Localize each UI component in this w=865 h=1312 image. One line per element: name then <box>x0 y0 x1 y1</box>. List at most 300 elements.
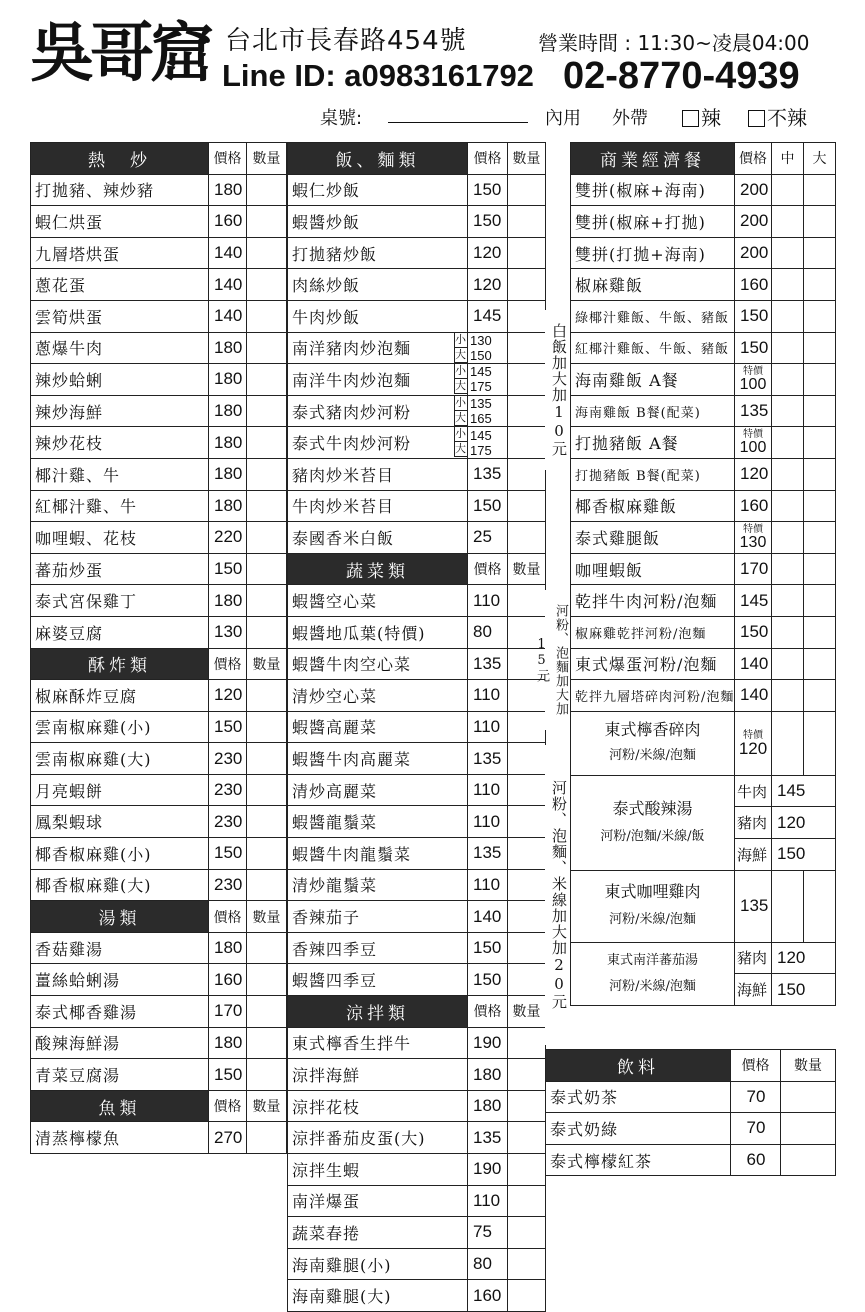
qty-cell[interactable] <box>508 458 546 490</box>
qty-cell[interactable] <box>247 364 287 396</box>
price-header: 價格 <box>209 1090 247 1122</box>
qty-cell[interactable] <box>508 1027 546 1059</box>
menu-item-row[interactable] <box>31 206 287 238</box>
item-name: 辣炒海鮮 <box>31 395 209 427</box>
menu-item-row[interactable] <box>288 1059 546 1091</box>
item-name <box>288 332 468 364</box>
menu-item-row[interactable] <box>31 269 287 301</box>
menu-item-row[interactable] <box>288 332 546 364</box>
item-price: 200 <box>735 174 772 206</box>
menu-item-row[interactable] <box>571 395 836 427</box>
qty-cell[interactable] <box>247 1027 287 1059</box>
qty-cell[interactable] <box>508 300 546 332</box>
qty-cell[interactable] <box>804 174 836 206</box>
qty-cell[interactable] <box>247 932 287 964</box>
menu-item-row[interactable] <box>31 522 287 554</box>
section-title: 涼拌類 <box>288 996 468 1028</box>
qty-cell[interactable] <box>772 300 804 332</box>
menu-item-row[interactable] <box>288 743 546 775</box>
qty-cell[interactable] <box>508 364 546 396</box>
qty-cell[interactable] <box>772 490 804 522</box>
item-price: 150 <box>468 932 508 964</box>
price-header: 價格 <box>731 1050 781 1082</box>
item-price: 180 <box>468 1090 508 1122</box>
price-header: 價格 <box>209 901 247 933</box>
qty-cell[interactable] <box>247 680 287 712</box>
menu-item-row[interactable] <box>288 964 546 996</box>
item-price: 135 <box>468 838 508 870</box>
menu-item-row[interactable] <box>31 1027 287 1059</box>
qty-cell[interactable] <box>508 206 546 238</box>
qty-cell[interactable] <box>247 1122 287 1154</box>
qty-cell[interactable] <box>247 300 287 332</box>
qty-header: 數量 <box>508 996 546 1028</box>
qty-cell[interactable] <box>804 427 836 459</box>
menu-item-row[interactable] <box>571 237 836 269</box>
section-header <box>288 996 546 1028</box>
menu-item-row[interactable] <box>31 932 287 964</box>
qty-cell[interactable] <box>508 522 546 554</box>
item-price: 140 <box>735 648 772 680</box>
size-labels <box>454 364 467 394</box>
menu-item-row[interactable] <box>288 1185 546 1217</box>
qty-cell[interactable] <box>247 838 287 870</box>
dish-options: 河粉/米線/泡麵 <box>609 912 696 928</box>
item-price: 135 <box>468 458 508 490</box>
menu-item-row[interactable] <box>546 1144 836 1176</box>
qty-cell[interactable] <box>508 174 546 206</box>
item-price: 180 <box>209 490 247 522</box>
item-price: 230 <box>209 774 247 806</box>
menu-item-row[interactable] <box>31 1122 287 1154</box>
qty-cell[interactable] <box>508 680 546 712</box>
qty-cell[interactable] <box>781 1113 836 1145</box>
item-name: 青菜豆腐湯 <box>31 1059 209 1091</box>
qty-cell[interactable] <box>772 427 804 459</box>
menu-item-row[interactable] <box>31 490 287 522</box>
qty-cell[interactable] <box>247 206 287 238</box>
item-price: 160 <box>735 490 772 522</box>
qty-cell[interactable] <box>772 458 804 490</box>
qty-cell[interactable] <box>772 553 804 585</box>
section-header <box>546 1050 836 1082</box>
qty-cell[interactable] <box>508 585 546 617</box>
special-price: 100 <box>739 375 767 393</box>
item-price: 110 <box>468 869 508 901</box>
qty-cell[interactable] <box>247 395 287 427</box>
qty-cell[interactable] <box>508 490 546 522</box>
menu-item-row[interactable] <box>288 237 546 269</box>
item-price <box>468 364 508 396</box>
item-name: 東式爆蛋河粉/泡麵 <box>571 648 735 680</box>
qty-cell[interactable] <box>772 237 804 269</box>
menu-item-row[interactable] <box>31 616 287 648</box>
item-price: 80 <box>468 1248 508 1280</box>
menu-item-row[interactable] <box>288 1027 546 1059</box>
item-name: 椰香椒麻雞(小) <box>31 838 209 870</box>
menu-item-row[interactable] <box>571 269 836 301</box>
qty-cell[interactable] <box>804 395 836 427</box>
menu-item-row[interactable] <box>288 1154 546 1186</box>
menu-item-row[interactable] <box>571 206 836 238</box>
item-price: 200 <box>735 206 772 238</box>
item-name: 椰汁雞、牛 <box>31 458 209 490</box>
qty-cell[interactable] <box>247 553 287 585</box>
menu-item-row[interactable] <box>546 1081 836 1113</box>
item-name: 蝦醬牛肉空心菜 <box>288 648 468 680</box>
menu-item-row[interactable] <box>31 364 287 396</box>
item-price: 230 <box>209 869 247 901</box>
item-price <box>735 522 772 554</box>
qty-cell[interactable] <box>804 870 836 942</box>
qty-cell[interactable] <box>247 616 287 648</box>
menu-item-row[interactable] <box>31 680 287 712</box>
item-name: 蝦仁烘蛋 <box>31 206 209 238</box>
menu-item-row[interactable] <box>31 774 287 806</box>
qty-cell[interactable] <box>804 300 836 332</box>
dish-name: 東式檸香碎肉 <box>604 720 701 740</box>
qty-cell[interactable] <box>508 1090 546 1122</box>
qty-cell[interactable] <box>772 585 804 617</box>
menu-item-row[interactable] <box>31 869 287 901</box>
menu-item-row[interactable] <box>571 174 836 206</box>
qty-cell[interactable] <box>247 237 287 269</box>
qty-cell[interactable] <box>772 680 804 712</box>
item-name: 辣炒花枝 <box>31 427 209 459</box>
option-name: 牛肉 <box>737 782 768 801</box>
item-price: 230 <box>209 806 247 838</box>
qty-cell[interactable] <box>772 395 804 427</box>
menu-item-row[interactable] <box>288 490 546 522</box>
item-name: 蝦醬四季豆 <box>288 964 468 996</box>
qty-cell[interactable] <box>772 616 804 648</box>
item-name: 麻婆豆腐 <box>31 616 209 648</box>
section-header <box>571 143 836 175</box>
menu-item-row[interactable] <box>288 711 546 743</box>
item-name: 泰式奶茶 <box>546 1081 731 1113</box>
qty-cell[interactable] <box>804 616 836 648</box>
menu-item-row[interactable] <box>571 942 836 974</box>
qty-cell[interactable] <box>247 996 287 1028</box>
item-name: 咖哩蝦、花枝 <box>31 522 209 554</box>
menu-item-row[interactable] <box>288 1122 546 1154</box>
menu-item-row[interactable] <box>571 648 836 680</box>
menu-item-row[interactable] <box>31 711 287 743</box>
qty-cell[interactable] <box>508 806 546 838</box>
menu-item-row[interactable] <box>288 932 546 964</box>
qty-cell[interactable] <box>804 711 836 775</box>
qty-cell[interactable] <box>804 364 836 396</box>
menu-item-row[interactable] <box>288 1280 546 1312</box>
item-name-text: 南洋豬肉炒泡麵 <box>292 339 412 359</box>
option-name: 海鮮 <box>735 974 772 1006</box>
item-price <box>735 427 772 459</box>
spicy-checkbox[interactable] <box>682 102 721 131</box>
qty-cell[interactable] <box>247 585 287 617</box>
qty-cell[interactable] <box>804 458 836 490</box>
qty-cell[interactable] <box>508 269 546 301</box>
menu-item-row[interactable] <box>288 838 546 870</box>
item-name: 鳳梨蝦球 <box>31 806 209 838</box>
qty-cell[interactable] <box>247 332 287 364</box>
menu-item-row[interactable] <box>546 1113 836 1145</box>
qty-cell[interactable] <box>508 1280 546 1312</box>
qty-cell[interactable] <box>781 1144 836 1176</box>
menu-item-row[interactable] <box>31 332 287 364</box>
take-out-option[interactable]: 外帶 <box>612 108 648 129</box>
qty-cell[interactable] <box>804 269 836 301</box>
qty-cell[interactable] <box>772 870 804 942</box>
qty-cell[interactable] <box>508 395 546 427</box>
qty-cell[interactable] <box>247 964 287 996</box>
item-price: 135 <box>735 870 772 942</box>
section-title: 商業經濟餐 <box>571 143 735 175</box>
qty-cell[interactable] <box>247 427 287 459</box>
item-price <box>468 332 508 364</box>
menu-item-row[interactable] <box>288 1217 546 1249</box>
item-price: 120 <box>209 680 247 712</box>
menu-item-row[interactable] <box>31 1059 287 1091</box>
menu-item-row[interactable] <box>31 806 287 838</box>
menu-item-row[interactable] <box>288 1248 546 1280</box>
option-price: 150 <box>772 839 836 871</box>
table-number-field[interactable] <box>388 122 528 123</box>
item-name: 涼拌番茄皮蛋(大) <box>288 1122 468 1154</box>
menu-item-row[interactable] <box>571 522 836 554</box>
item-price: 150 <box>468 206 508 238</box>
menu-item-row[interactable] <box>571 553 836 585</box>
qty-cell[interactable] <box>247 269 287 301</box>
menu-item-row[interactable] <box>288 174 546 206</box>
menu-item-row[interactable] <box>571 775 836 807</box>
small-price: 145 <box>470 427 492 443</box>
menu-item-row[interactable] <box>31 458 287 490</box>
item-name: 泰式雞腿飯 <box>571 522 735 554</box>
qty-cell[interactable] <box>804 585 836 617</box>
item-name: 月亮蝦餅 <box>31 774 209 806</box>
menu-item-row[interactable] <box>571 680 836 712</box>
qty-cell[interactable] <box>804 237 836 269</box>
noodle2-upsize-note: 河粉、泡麵、米線加大加20元 <box>545 745 570 1045</box>
qty-cell[interactable] <box>247 806 287 838</box>
qty-cell[interactable] <box>804 490 836 522</box>
dine-in-option[interactable]: 內用 <box>545 108 581 129</box>
menu-item-row[interactable] <box>571 427 836 459</box>
menu-item-row[interactable] <box>31 300 287 332</box>
item-price <box>735 839 772 871</box>
price-header: 價格 <box>209 143 247 175</box>
special-price-label: 特價 <box>743 365 763 377</box>
qty-cell[interactable] <box>508 932 546 964</box>
qty-cell[interactable] <box>247 1059 287 1091</box>
qty-cell[interactable] <box>772 364 804 396</box>
item-name: 清蒸檸檬魚 <box>31 1122 209 1154</box>
item-price: 120 <box>738 738 768 758</box>
small-size-label: 小 <box>455 364 467 378</box>
menu-item-row[interactable] <box>288 680 546 712</box>
menu-item-row[interactable] <box>288 616 546 648</box>
menu-item-row[interactable] <box>571 585 836 617</box>
item-name: 椒麻酥炸豆腐 <box>31 680 209 712</box>
item-price: 180 <box>209 174 247 206</box>
qty-cell[interactable] <box>508 1154 546 1186</box>
qty-cell[interactable] <box>804 206 836 238</box>
qty-header: 數量 <box>247 901 287 933</box>
qty-cell[interactable] <box>772 332 804 364</box>
mid-header: 中 <box>772 143 804 175</box>
qty-cell[interactable] <box>508 711 546 743</box>
qty-cell[interactable] <box>508 1185 546 1217</box>
item-name: 牛肉炒米苔目 <box>288 490 468 522</box>
item-price: 160 <box>468 1280 508 1312</box>
qty-cell[interactable] <box>508 237 546 269</box>
column-middle <box>287 142 546 1312</box>
item-price: 150 <box>468 964 508 996</box>
qty-cell[interactable] <box>508 964 546 996</box>
qty-cell[interactable] <box>508 427 546 459</box>
item-name: 椒麻雞飯 <box>571 269 735 301</box>
menu-item-row[interactable] <box>288 395 546 427</box>
qty-cell[interactable] <box>804 680 836 712</box>
menu-item-row[interactable] <box>288 869 546 901</box>
menu-item-row[interactable] <box>288 300 546 332</box>
menu-item-row[interactable] <box>288 901 546 933</box>
qty-cell[interactable] <box>247 869 287 901</box>
menu-item-row[interactable] <box>31 964 287 996</box>
menu-item-row[interactable] <box>288 774 546 806</box>
small-size-label: 小 <box>455 332 467 346</box>
qty-cell[interactable] <box>508 1248 546 1280</box>
menu-item-row[interactable] <box>288 522 546 554</box>
menu-item-row[interactable] <box>571 870 836 942</box>
qty-cell[interactable] <box>508 1059 546 1091</box>
item-name: 泰式椰香雞湯 <box>31 996 209 1028</box>
menu-item-row[interactable] <box>31 395 287 427</box>
noodle-upsize-note: 河粉、泡麵加大加15元 <box>545 590 570 730</box>
menu-item-row[interactable] <box>571 332 836 364</box>
qty-cell[interactable] <box>508 774 546 806</box>
menu-item-row[interactable] <box>288 206 546 238</box>
item-price: 180 <box>209 1027 247 1059</box>
phone: 02-8770-4939 <box>563 55 800 97</box>
item-name: 海南雞飯 B餐(配菜) <box>571 395 735 427</box>
menu-item-row[interactable] <box>288 427 546 459</box>
item-name: 牛肉炒飯 <box>288 300 468 332</box>
item-price: 135 <box>468 648 508 680</box>
qty-cell[interactable] <box>781 1081 836 1113</box>
item-name: 涼拌生蝦 <box>288 1154 468 1186</box>
item-name: 蝦醬牛肉高麗菜 <box>288 743 468 775</box>
qty-cell[interactable] <box>247 774 287 806</box>
qty-cell[interactable] <box>772 711 804 775</box>
item-name: 豬肉炒米苔目 <box>288 458 468 490</box>
menu-item-row[interactable] <box>571 364 836 396</box>
menu-item-row[interactable] <box>288 806 546 838</box>
menu-item-row[interactable] <box>288 1090 546 1122</box>
menu-item-row[interactable] <box>288 269 546 301</box>
menu-item-row[interactable] <box>571 616 836 648</box>
item-name: 蝦醬牛肉龍鬚菜 <box>288 838 468 870</box>
option-price: 145 <box>772 775 836 807</box>
item-price: 190 <box>468 1027 508 1059</box>
section-title: 蔬菜類 <box>288 553 468 585</box>
qty-cell[interactable] <box>772 522 804 554</box>
item-name: 九層塔烘蛋 <box>31 237 209 269</box>
qty-cell[interactable] <box>804 553 836 585</box>
item-name: 雙拼(椒麻+海南) <box>571 174 735 206</box>
item-name: 清炒龍鬚菜 <box>288 869 468 901</box>
special-price: 100 <box>739 439 767 457</box>
item-price: 180 <box>468 1059 508 1091</box>
item-name: 肉絲炒飯 <box>288 269 468 301</box>
item-price: 160 <box>735 269 772 301</box>
item-name: 蝦醬地瓜葉(特價) <box>288 616 468 648</box>
option-price: 120 <box>772 942 836 974</box>
menu-item-row[interactable] <box>31 174 287 206</box>
item-price: 120 <box>468 237 508 269</box>
menu-item-row[interactable] <box>571 711 836 775</box>
menu-item-row[interactable] <box>288 458 546 490</box>
menu-item-row[interactable] <box>31 553 287 585</box>
item-name: 蝦醬高麗菜 <box>288 711 468 743</box>
qty-cell[interactable] <box>804 522 836 554</box>
qty-cell[interactable] <box>772 648 804 680</box>
not-spicy-checkbox[interactable] <box>748 102 807 131</box>
menu-item-row[interactable] <box>571 458 836 490</box>
qty-cell[interactable] <box>508 1217 546 1249</box>
dish-options: 河粉/米線/泡麵 <box>609 748 696 764</box>
qty-cell[interactable] <box>247 458 287 490</box>
menu-item-row[interactable] <box>31 838 287 870</box>
qty-cell[interactable] <box>247 711 287 743</box>
qty-cell[interactable] <box>247 490 287 522</box>
qty-cell[interactable] <box>247 522 287 554</box>
qty-cell[interactable] <box>247 743 287 775</box>
qty-cell[interactable] <box>772 174 804 206</box>
menu-item-row[interactable] <box>288 585 546 617</box>
qty-cell[interactable] <box>508 838 546 870</box>
qty-cell[interactable] <box>804 332 836 364</box>
section-header <box>288 553 546 585</box>
menu-item-row[interactable] <box>288 364 546 396</box>
menu-item-row[interactable] <box>288 648 546 680</box>
menu-item-row[interactable] <box>31 743 287 775</box>
menu-item-row[interactable] <box>571 300 836 332</box>
qty-cell[interactable] <box>508 743 546 775</box>
item-name: 雙拼(椒麻+打拋) <box>571 206 735 238</box>
item-name: 椰香椒麻雞飯 <box>571 490 735 522</box>
item-name: 泰式檸檬紅茶 <box>546 1144 731 1176</box>
menu-item-row[interactable] <box>571 490 836 522</box>
item-price: 140 <box>468 901 508 933</box>
qty-cell[interactable] <box>508 1122 546 1154</box>
menu-item-row[interactable] <box>31 427 287 459</box>
qty-cell[interactable] <box>508 901 546 933</box>
qty-cell[interactable] <box>772 206 804 238</box>
menu-item-row[interactable] <box>31 585 287 617</box>
qty-cell[interactable] <box>772 269 804 301</box>
menu-item-row[interactable] <box>31 996 287 1028</box>
qty-cell[interactable] <box>247 174 287 206</box>
menu-item-row[interactable] <box>31 237 287 269</box>
price-header: 價格 <box>209 648 247 680</box>
qty-cell[interactable] <box>804 648 836 680</box>
item-price: 150 <box>735 300 772 332</box>
qty-cell[interactable] <box>508 869 546 901</box>
qty-cell[interactable] <box>508 332 546 364</box>
item-price: 110 <box>468 585 508 617</box>
item-price: 220 <box>209 522 247 554</box>
